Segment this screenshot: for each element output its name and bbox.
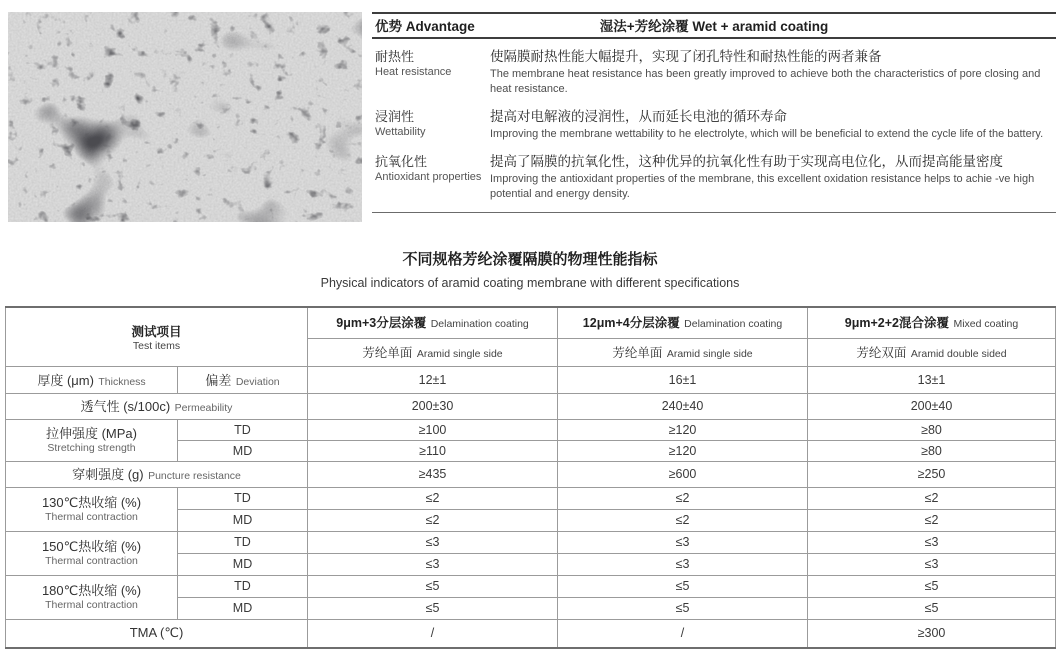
- label-zh: 透气性 (s/100c): [80, 399, 171, 414]
- col-header-9um3: [308, 307, 558, 338]
- label-en: Thickness: [98, 375, 146, 388]
- label-en: Heat resistance: [375, 66, 452, 78]
- label-en: Thermal contraction: [45, 598, 138, 611]
- col-header-9um22: [808, 307, 1056, 338]
- advantage-row-text: [490, 153, 1056, 202]
- shrink130-md-value-1: ≤2: [308, 509, 558, 531]
- advantage-row-text: [490, 108, 1056, 142]
- col-header-zh: 12μm+4分层涂覆: [582, 316, 680, 331]
- advantage-row-text: [490, 48, 1056, 97]
- shrink130-md-label: MD: [178, 509, 308, 531]
- sem-texture: [8, 12, 362, 222]
- col-header-12um4: [558, 307, 808, 338]
- thickness-value-3: 13±1: [808, 366, 1056, 393]
- label-en: Thermal contraction: [45, 510, 138, 523]
- advantage-body: [372, 39, 1056, 213]
- spec-table: [5, 306, 1056, 649]
- text-en: Improving the antioxidant properties of the membrane, this excellent oxidation resistance helps to achie -ve high potential and energy density.: [490, 173, 1035, 200]
- spec-row-puncture: [6, 461, 1056, 487]
- shrink130-md-value-3: ≤2: [808, 509, 1056, 531]
- tensile-td-label: TD: [178, 419, 308, 440]
- spec-row-shrink150-td: [6, 531, 1056, 553]
- test-items-zh: 测试项目: [131, 324, 182, 339]
- advantage-row-wettability: [372, 108, 1056, 142]
- permeability-value-1: 200±30: [308, 393, 558, 419]
- tensile-label: [6, 419, 178, 461]
- label-zh: 偏差: [205, 372, 232, 388]
- shrink180-td-value-3: ≤5: [808, 575, 1056, 597]
- subheader-en: Aramid double sided: [910, 347, 1007, 360]
- text-zh: 提高对电解液的浸润性，从而延长电池的循环寿命: [490, 109, 787, 124]
- tma-value-3: ≥300: [808, 619, 1056, 648]
- col-subheader-single-1: [308, 338, 558, 366]
- shrink150-md-value-1: ≤3: [308, 553, 558, 575]
- tensile-td-value-3: ≥80: [808, 419, 1056, 440]
- shrink150-td-value-3: ≤3: [808, 531, 1056, 553]
- shrink150-md-value-2: ≤3: [558, 553, 808, 575]
- permeability-label: [6, 393, 308, 419]
- tensile-md-value-3: ≥80: [808, 440, 1056, 461]
- shrink180-md-value-1: ≤5: [308, 597, 558, 619]
- spec-header-row-1: [6, 307, 1056, 338]
- shrink180-td-value-1: ≤5: [308, 575, 558, 597]
- advantage-row-label: [372, 48, 490, 97]
- tensile-td-value-2: ≥120: [558, 419, 808, 440]
- advantage-header-left: 优势 Advantage: [375, 19, 475, 34]
- spec-row-tensile-td: [6, 419, 1056, 440]
- spec-row-permeability: [6, 393, 1056, 419]
- col-header-en: Delamination coating: [430, 318, 529, 331]
- col-header-zh: 9μm+3分层涂覆: [336, 316, 427, 331]
- shrink130-td-value-3: ≤2: [808, 487, 1056, 509]
- advantage-row-label: [372, 108, 490, 142]
- label-en: Deviation: [235, 375, 280, 388]
- puncture-value-2: ≥600: [558, 461, 808, 487]
- shrink130-md-value-2: ≤2: [558, 509, 808, 531]
- shrink180-md-label: MD: [178, 597, 308, 619]
- advantage-row-antioxidant: [372, 153, 1056, 202]
- tma-value-2: /: [558, 619, 808, 648]
- tma-label: [6, 619, 308, 648]
- deviation-label: [178, 366, 308, 393]
- thickness-value-2: 16±1: [558, 366, 808, 393]
- subheader-en: Aramid single side: [416, 347, 503, 360]
- col-subheader-double: [808, 338, 1056, 366]
- text-zh: 使隔膜耐热性能大幅提升，实现了闭孔特性和耐热性能的两者兼备: [490, 49, 882, 64]
- thickness-label: [6, 366, 178, 393]
- label-en: Wettability: [375, 126, 426, 138]
- label-zh: 浸润性: [375, 109, 415, 124]
- shrink180-td-value-2: ≤5: [558, 575, 808, 597]
- spec-row-shrink130-td: [6, 487, 1056, 509]
- shrink150-td-value-1: ≤3: [308, 531, 558, 553]
- permeability-value-3: 200±40: [808, 393, 1056, 419]
- label-zh: 穿刺强度 (g): [72, 467, 144, 482]
- spec-table-title-en: Physical indicators of aramid coating membrane with different specifications: [320, 276, 740, 290]
- advantage-row-heat-resistance: [372, 48, 1056, 97]
- shrink150-label: [6, 531, 178, 575]
- test-items-en: Test items: [132, 339, 181, 352]
- label-zh: 抗氧化性: [375, 154, 428, 169]
- subheader-zh: 芳纶单面: [612, 345, 663, 360]
- spec-table-title-zh: 不同规格芳纶涂覆隔膜的物理性能指标: [402, 251, 658, 268]
- col-header-zh: 9μm+2+2混合涂覆: [844, 316, 949, 331]
- label-en: Permeability: [174, 402, 233, 414]
- advantage-header-right: 湿法+芳纶涂覆 Wet + aramid coating: [599, 19, 829, 34]
- col-subheader-single-2: [558, 338, 808, 366]
- col-header-en: Delamination coating: [684, 318, 783, 331]
- shrink150-td-value-2: ≤3: [558, 531, 808, 553]
- spec-table-container: [5, 306, 1055, 649]
- spec-row-tma: [6, 619, 1056, 648]
- label-en: Stretching strength: [47, 441, 136, 454]
- shrink180-label: [6, 575, 178, 619]
- tensile-md-value-1: ≥110: [308, 440, 558, 461]
- spec-row-thickness: [6, 366, 1056, 393]
- label-zh: 180℃热收缩 (%): [41, 582, 142, 598]
- shrink150-md-label: MD: [178, 553, 308, 575]
- tensile-td-value-1: ≥100: [308, 419, 558, 440]
- label-zh: 150℃热收缩 (%): [41, 538, 142, 554]
- subheader-zh: 芳纶双面: [856, 345, 907, 360]
- label-zh: 130℃热收缩 (%): [41, 494, 142, 510]
- thickness-value-1: 12±1: [308, 366, 558, 393]
- text-en: Improving the membrane wettability to he electrolyte, which will be beneficial to extend the cycle life of the battery.: [490, 128, 1044, 140]
- advantage-header: [372, 12, 1056, 39]
- label-zh: 拉伸强度 (MPa): [45, 425, 137, 441]
- puncture-value-1: ≥435: [308, 461, 558, 487]
- puncture-value-3: ≥250: [808, 461, 1056, 487]
- tensile-md-label: MD: [178, 440, 308, 461]
- label-en: Thermal contraction: [45, 554, 138, 567]
- shrink130-td-label: TD: [178, 487, 308, 509]
- shrink130-td-value-2: ≤2: [558, 487, 808, 509]
- label-zh: 耐热性: [375, 49, 415, 64]
- sem-micrograph-image: [8, 12, 362, 222]
- text-zh: 提高了隔膜的抗氧化性，这种优异的抗氧化性有助于实现高电位化，从而提高能量密度: [490, 154, 1003, 169]
- label-en: Antioxidant properties: [375, 171, 482, 183]
- shrink130-label: [6, 487, 178, 531]
- spec-row-shrink180-td: [6, 575, 1056, 597]
- col-header-en: Mixed coating: [953, 318, 1019, 331]
- advantage-table: [372, 12, 1056, 213]
- text-en: The membrane heat resistance has been greatly improved to achieve both the characteristics of pore closing and heat resistance.: [490, 68, 1041, 95]
- label-zh: 厚度 (μm): [37, 372, 94, 388]
- tensile-md-value-2: ≥120: [558, 440, 808, 461]
- shrink180-md-value-3: ≤5: [808, 597, 1056, 619]
- shrink180-td-label: TD: [178, 575, 308, 597]
- label-en: Puncture resistance: [148, 470, 241, 482]
- label-zh: TMA (℃): [129, 625, 184, 641]
- test-items-header: [6, 307, 308, 366]
- subheader-en: Aramid single side: [666, 347, 753, 360]
- shrink180-md-value-2: ≤5: [558, 597, 808, 619]
- permeability-value-2: 240±40: [558, 393, 808, 419]
- tma-value-1: /: [308, 619, 558, 648]
- advantage-row-label: [372, 153, 490, 202]
- puncture-label: [6, 461, 308, 487]
- shrink130-td-value-1: ≤2: [308, 487, 558, 509]
- shrink150-md-value-3: ≤3: [808, 553, 1056, 575]
- shrink150-td-label: TD: [178, 531, 308, 553]
- subheader-zh: 芳纶单面: [362, 345, 413, 360]
